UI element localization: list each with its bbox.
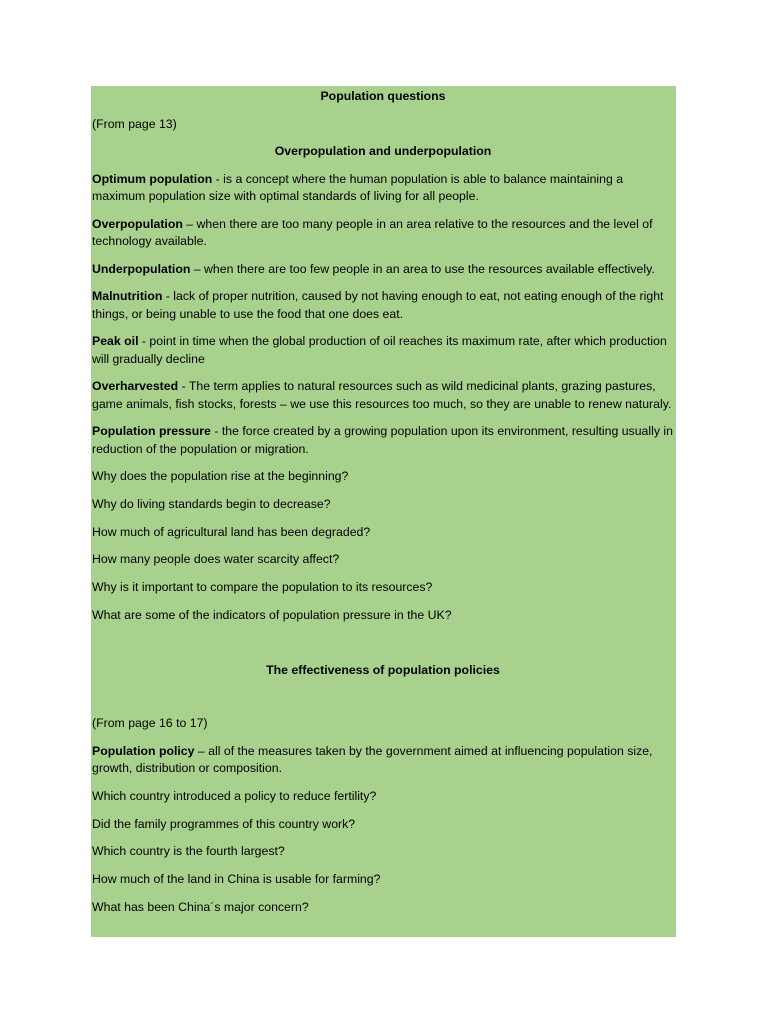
question-item: Which country is the fourth largest?: [92, 844, 285, 859]
section2-source: (From page 16 to 17): [92, 716, 208, 731]
question-item: Why do living standards begin to decrease?: [92, 496, 331, 511]
spacer: [92, 635, 674, 662]
definition-term: Population pressure: [92, 424, 211, 438]
question-item: Which country introduced a policy to reduce fertility?: [92, 788, 377, 803]
definition-term: Peak oil: [92, 334, 139, 348]
question-item: How much of agricultural land has been degraded?: [92, 524, 371, 539]
question-item: Why does the population rise at the beginning?: [92, 469, 349, 483]
definition-text: – all of the measures taken by the government aimed at influencing population size, growth, distribution or composition.: [92, 743, 653, 776]
question-item: Why is it important to compare the population to its resources?: [92, 580, 433, 595]
definition-term: Overpopulation: [92, 216, 183, 231]
document-page: [91, 86, 676, 937]
spacer: [92, 689, 674, 715]
section1-heading: Overpopulation and underpopulation: [274, 144, 492, 158]
document-title: Population questions: [320, 89, 446, 103]
definition-peak-oil: [92, 333, 674, 368]
definition-term: Underpopulation: [92, 261, 191, 276]
definition-term: Malnutrition: [92, 289, 163, 303]
definition-term: Population policy: [92, 743, 195, 758]
section1-source: (From page 13): [92, 116, 177, 131]
definition-malnutrition: [92, 288, 674, 323]
definition-text: - The term applies to natural resources such as wild medicinal plants, grazing pastures, game animals, fish stocks, forests – we use this resources too much, so they are unable to renew naturaly.: [92, 379, 672, 411]
question-item: Did the family programmes of this country work?: [92, 816, 356, 831]
definition-population-policy: [92, 743, 674, 778]
definition-text: - lack of proper nutrition, caused by not having enough to eat, not eating enough of the right things, or being unable to use the food that one does eat.: [92, 289, 664, 321]
definition-optimum-population: [92, 171, 674, 206]
definition-text: – when there are too few people in an area to use the resources available effectively.: [190, 261, 655, 276]
definition-term: Optimum population: [92, 171, 213, 186]
definition-text: - the force created by a growing population upon its environment, resulting usually in reduction of the population or migration.: [92, 424, 673, 456]
definition-text: - point in time when the global production of oil reaches its maximum rate, after which production will gradually decline: [92, 334, 667, 366]
definition-text: – when there are too many people in an area relative to the resources and the level of technology available.: [92, 216, 653, 248]
question-item: What has been China´s major concern?: [92, 899, 309, 914]
question-item: What are some of the indicators of population pressure in the UK?: [92, 607, 452, 622]
definition-overharvested: [92, 378, 674, 413]
definition-term: Overharvested: [92, 379, 179, 393]
section2-heading: The effectiveness of population policies: [266, 662, 500, 677]
question-item: How much of the land in China is usable for farming?: [92, 872, 381, 887]
definition-underpopulation: [92, 261, 674, 279]
definition-population-pressure: [92, 423, 674, 458]
question-item: How many people does water scarcity affect?: [92, 552, 340, 567]
definition-text: - is a concept where the human population is able to balance maintaining a maximum population size with optimal standards of living for all people.: [92, 171, 624, 203]
definition-overpopulation: [92, 216, 674, 251]
